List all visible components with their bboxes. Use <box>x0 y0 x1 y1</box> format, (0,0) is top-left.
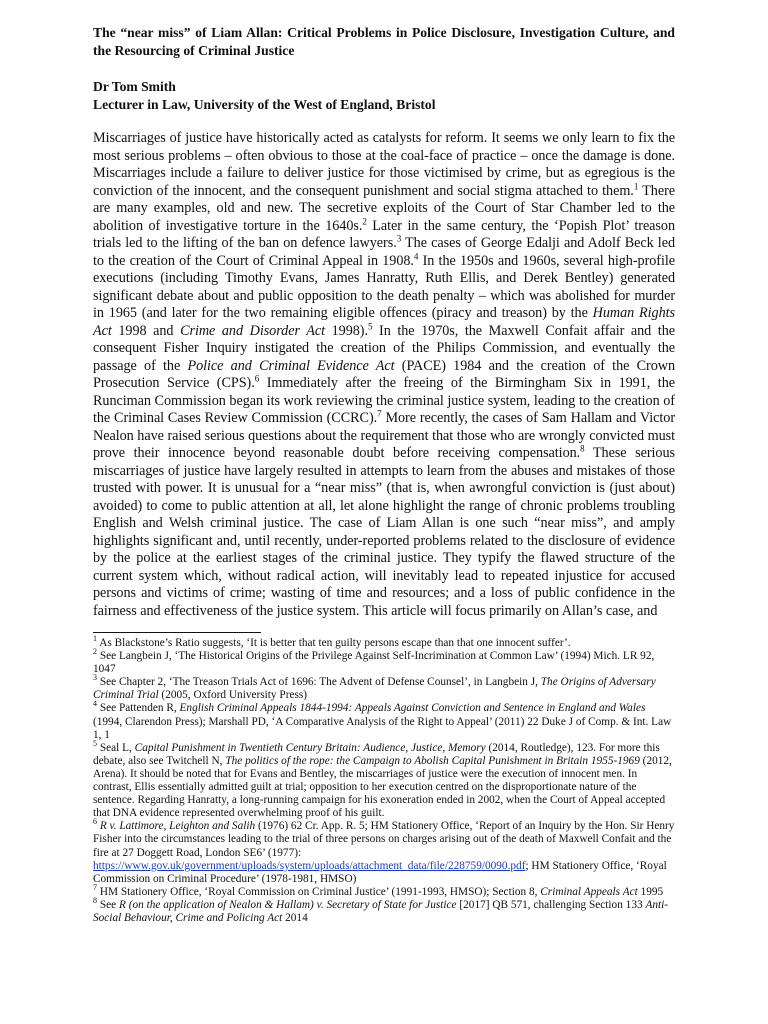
footnote-number: 1 <box>93 634 97 644</box>
footnote-italic: R (on the application of Nealon & Hallam) v. Secretary of State for Justice <box>118 898 457 911</box>
footnote-2 <box>93 647 675 676</box>
body-text-segment: The cases of George Edalji and Adolf Beck led to the creation of the Court of Criminal Appeal in 1908. <box>93 235 675 269</box>
footnote-text: 2014 <box>282 911 308 924</box>
document-page <box>93 24 675 925</box>
footnote-ref[interactable]: 3 <box>396 233 402 244</box>
body-text-segment: There are many examples, old and new. The secretive exploits of the Court of Star Chamber led to the abolition of investigative torture in the 1640s. <box>93 182 675 234</box>
body-text-segment: 1998). <box>325 322 368 339</box>
footnote-number: 3 <box>93 673 97 683</box>
footnote-ref[interactable]: 4 <box>413 250 419 261</box>
footnote-8 <box>93 896 675 925</box>
author-name: Dr Tom Smith <box>93 79 176 94</box>
body-text-segment: More recently, the cases of Sam Hallam and Victor Nealon have raised serious questions about the requirement that those who are wrongly convicted must prove their innocence beyond reasonable doubt before receiving compensation. <box>93 410 675 461</box>
footnote-italic: The Origins of Adversary Criminal Trial <box>93 676 656 702</box>
footnote-number: 5 <box>93 738 97 748</box>
footnote-6 <box>93 817 675 885</box>
footnote-text: Seal L, <box>97 741 135 754</box>
footnote-text: (1976) 62 Cr. App. R. 5; HM Stationery Office, ‘Report of an Inquiry by the Hon. Sir Henry Fisher into the circumstances leading to the trial of three persons on charges arising out of the death of Maxwell Confait and the fire at 27 Doggett Road, London SE6’ (1977): <box>93 820 675 859</box>
footnote-text: See Chapter 2, ‘The Treason Trials Act of 1696: The Advent of Defense Counsel’, in Langbein J, <box>97 676 541 689</box>
footnote-7 <box>93 883 675 899</box>
footnote-text: See Pattenden R, <box>97 702 180 715</box>
footnote-text: As Blackstone’s Ratio suggests, ‘It is better that ten guilty persons escape than that one innocent suffer’. <box>97 637 571 649</box>
footnote-ref[interactable]: 2 <box>362 215 367 226</box>
article-title: The “near miss” of Liam Allan: Critical Problems in Police Disclosure, Investigation Culture, and the Resourcing of Criminal Justice <box>93 25 675 58</box>
footnote-link[interactable]: https://www.gov.uk/government/uploads/system/uploads/attachment_data/file/228759/0090.pdf <box>93 859 526 872</box>
statute-title: Police and Criminal Evidence Act <box>187 357 395 374</box>
body-text-segment: (PACE) 1984 and the creation of the Crown Prosecution Service (CPS). <box>93 357 676 391</box>
body-text-segment: Miscarriages of justice have historically acted as catalysts for reform. It seems we only learn to fix the most serious problems – often obvious to those at the coal-face of practice – once the damage is done. Miscarriages include a failure to deliver justice for those victimised by crime, but as egregious is the conviction of the innocent, and the consequent punishment and social stigma attached to them. <box>93 130 675 199</box>
statute-title: Human Rights Act <box>93 305 675 339</box>
footnote-text: HM Stationery Office, ‘Royal Commission on Criminal Justice’ (1991-1993, HMSO); Section 8, <box>97 885 541 898</box>
footnote-ref[interactable]: 6 <box>254 373 260 384</box>
footnote-ref[interactable]: 5 <box>367 320 373 331</box>
footnote-text: See <box>97 898 119 911</box>
footnote-italic: Anti-Social Behaviour, Crime and Policing Act <box>93 898 669 924</box>
footnote-text: ; HM Stationery Office, ‘Royal Commission on Criminal Procedure’ (1978-1981, HMSO) <box>93 859 667 885</box>
footnote-5 <box>93 738 675 821</box>
footnote-italic: Criminal Appeals Act <box>540 885 638 898</box>
footnote-text: See Langbein J, ‘The Historical Origins of the Privilege Against Self-Incrimination at Common Law’ (1994) Mich. LR 92, 1047 <box>93 650 655 676</box>
body-text-segment: These serious miscarriages of justice have largely resulted in attempts to learn from the abuses and mistakes of those trusted with power. It is unusual for a “near miss” (that is, when awrongful conviction is (just about) avoided) to come to public attention at all, let alone highlight the range of chronic problems troubling English and Welsh criminal justice. The case of Liam Allan is one such “near miss”, and amply highlights significant and, until recently, under-reported problems related to the disclosure of evidence by the police at the earliest stages of the criminal justice. They typify the flawed structure of the current system which, without radical action, will inevitably lead to repeated injustice for accused persons and victims of crime; wasting of time and resources; and a loss of public confidence in the fairness and effectiveness of the justice system. This article will focus primarily on Allan’s case, and <box>93 445 675 619</box>
footnote-italic: R v. Lattimore, Leighton and Salih <box>97 820 256 833</box>
footnote-divider <box>93 632 261 633</box>
statute-title: Crime and Disorder Act <box>180 322 326 339</box>
footnote-text: (1994, Clarendon Press); Marshall PD, ‘A Comparative Analysis of the Right to Appeal’ (2011) 22 Duke J of Comp. & Int. Law 1, 1 <box>93 715 672 741</box>
footnote-text: [2017] QB 571, challenging Section 133 <box>456 898 646 911</box>
footnote-3 <box>93 673 675 702</box>
footnote-ref[interactable]: 8 <box>580 443 585 454</box>
body-text-segment: Later in the same century, the ‘Popish Plot’ treason trials led to the lifting of the ban on defence lawyers. <box>93 217 675 251</box>
footnote-number: 4 <box>93 699 97 709</box>
footnote-number: 8 <box>93 896 97 906</box>
body-text-segment: 1998 and <box>111 322 181 339</box>
author-affiliation: Lecturer in Law, University of the West of England, Bristol <box>93 97 436 112</box>
footnote-italic: English Criminal Appeals 1844-1994: Appeals Against Conviction and Sentence in England and Wales <box>179 702 646 715</box>
article-body-paragraph <box>93 130 675 620</box>
footnote-1 <box>93 634 675 650</box>
footnote-number: 2 <box>93 647 97 657</box>
body-text-segment: In the 1950s and 1960s, several high-profile executions (including Timothy Evans, James Hanratty, Ruth Ellis, and Derek Bentley) generated significant debate about and public opposition to the death penalty – which was abolished for murder in 1965 (and later for the two remaining eligible offences (piracy and treason) by the <box>93 252 675 321</box>
footnote-text: (2012, Arena). It should be noted that for Evans and Bentley, the miscarriages of justice were the execution of innocent men. In contrast, Ellis essentially admitted guilt at trial; opposition to her execution centred on the disproportionate nature of the sentence. Regarding Hanratty, a long-running campaign for his exoneration ended in 2002, when the Court of Appeal accepted that DNA evidence represented overwhelming proof of his guilt. <box>93 754 672 820</box>
footnote-ref[interactable]: 1 <box>633 180 639 191</box>
footnotes-section <box>93 632 675 925</box>
author-block <box>93 78 675 114</box>
footnote-number: 7 <box>93 883 97 893</box>
footnote-ref[interactable]: 7 <box>377 408 382 419</box>
footnote-italic: Capital Punishment in Twentieth Century Britain: Audience, Justice, Memory <box>134 741 486 754</box>
footnote-text: (2005, Oxford University Press) <box>158 689 308 702</box>
body-text-segment: Immediately after the freeing of the Birmingham Six in 1991, the Runciman Commission began its work reviewing the criminal justice system, leading to the creation of the Criminal Cases Review Commission (CCRC). <box>93 375 675 426</box>
footnote-text: 1995 <box>637 885 664 898</box>
footnote-italic: The politics of the rope: the Campaign to Abolish Capital Punishment in Britain 1955-1969 <box>225 754 640 767</box>
footnote-text: (2014, Routledge), 123. For more this debate, also see Twitchell N, <box>93 741 660 767</box>
footnote-number: 6 <box>93 817 97 827</box>
footnote-4 <box>93 699 675 741</box>
body-text-segment: In the 1970s, the Maxwell Confait affair and the consequent Fisher Inquiry instigated the creation of the Philips Commission, and eventually the passage of the <box>93 322 675 374</box>
